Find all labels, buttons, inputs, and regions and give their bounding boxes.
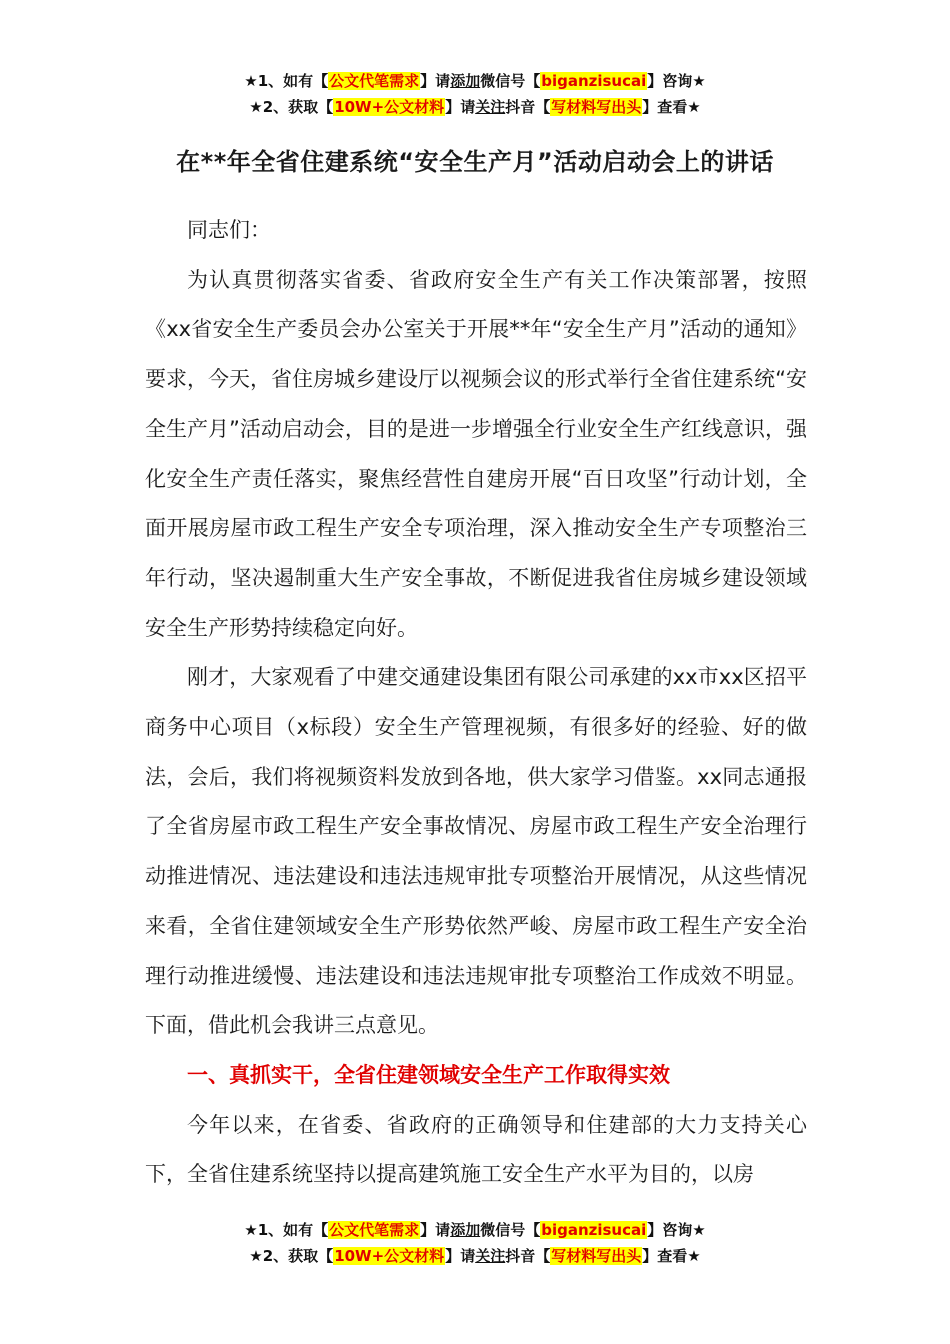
banner-text: 】请 bbox=[445, 98, 476, 116]
salutation: 同志们： bbox=[187, 218, 271, 242]
banner-line-2 bbox=[0, 94, 950, 120]
highlight-text: biganzisucai bbox=[541, 72, 647, 90]
banner-line-2 bbox=[0, 1243, 950, 1269]
underlined-text: 添加 bbox=[450, 1221, 481, 1239]
highlight-text: 写材料写出头 bbox=[551, 98, 642, 116]
highlight-text: 10W+公文材料 bbox=[334, 1247, 445, 1265]
banner-text: 微信号【 bbox=[480, 1221, 541, 1239]
banner-text: 】请 bbox=[420, 72, 451, 90]
highlight-text: 10W+公文材料 bbox=[334, 98, 445, 116]
highlight-text: biganzisucai bbox=[541, 1221, 647, 1239]
paragraph-1: 为认真贯彻落实省委、省政府安全生产有关工作决策部署，按照《xx省安全生产委员会办公室关于开展**年“安全生产月”活动的通知》要求，今天，省住房城乡建设厅以视频会议的形式举行全省住建系统“安全生产月”活动启动会，目的是进一步增强全行业安全生产红线意识，强化安全生产责任落实，聚焦经营性自建房开展“百日攻坚”行动计划，全面开展房屋市政工程生产安全专项治理，深入推动安全生产专项整治三年行动，坚决遏制重大生产安全事故，不断促进我省住房城乡建设领域安全生产形势持续稳定向好。 bbox=[145, 267, 807, 640]
banner-text: 】请 bbox=[420, 1221, 451, 1239]
banner-text: ★2、获取【 bbox=[249, 98, 334, 116]
banner-text: ★1、如有【 bbox=[244, 72, 329, 90]
banner-text: 】查看★ bbox=[642, 98, 701, 116]
banner-line-1 bbox=[0, 1217, 950, 1243]
banner-text: 微信号【 bbox=[480, 72, 541, 90]
banner-text: ★2、获取【 bbox=[249, 1247, 334, 1265]
banner-text: 】查看★ bbox=[642, 1247, 701, 1265]
underlined-text: 关注 bbox=[475, 98, 506, 116]
banner-text: ★1、如有【 bbox=[244, 1221, 329, 1239]
banner-line-1 bbox=[0, 68, 950, 94]
header-banner bbox=[0, 68, 950, 120]
banner-text: 抖音【 bbox=[505, 98, 551, 116]
underlined-text: 添加 bbox=[450, 72, 481, 90]
underlined-text: 关注 bbox=[475, 1247, 506, 1265]
document-body bbox=[145, 206, 807, 1200]
paragraph-2: 刚才，大家观看了中建交通建设集团有限公司承建的xx市xx区招平商务中心项目（x标段）安全生产管理视频，有很多好的经验、好的做法，会后，我们将视频资料发放到各地，供大家学习借鉴。xx同志通报了全省房屋市政工程生产安全事故情况、房屋市政工程生产安全治理行动推进情况、违法建设和违法违规审批专项整治开展情况，从这些情况来看，全省住建领域安全生产形势依然严峻、房屋市政工程生产安全治理行动推进缓慢、违法建设和违法违规审批专项整治工作成效不明显。下面，借此机会我讲三点意见。 bbox=[145, 665, 807, 1038]
banner-text: 抖音【 bbox=[505, 1247, 551, 1265]
highlight-text: 公文代笔需求 bbox=[329, 1221, 420, 1239]
highlight-text: 公文代笔需求 bbox=[329, 72, 420, 90]
document-title: 在**年全省住建系统“安全生产月”活动启动会上的讲话 bbox=[176, 148, 774, 176]
highlight-text: 写材料写出头 bbox=[551, 1247, 642, 1265]
banner-text: 】请 bbox=[445, 1247, 476, 1265]
section-heading-1: 一、真抓实干，全省住建领域安全生产工作取得实效 bbox=[187, 1062, 670, 1087]
paragraph-3: 今年以来，在省委、省政府的正确领导和住建部的大力支持关心下，全省住建系统坚持以提高建筑施工安全生产水平为目的，以房 bbox=[145, 1112, 807, 1187]
banner-text: 】咨询★ bbox=[647, 1221, 706, 1239]
footer-banner bbox=[0, 1217, 950, 1269]
banner-text: 】咨询★ bbox=[647, 72, 706, 90]
